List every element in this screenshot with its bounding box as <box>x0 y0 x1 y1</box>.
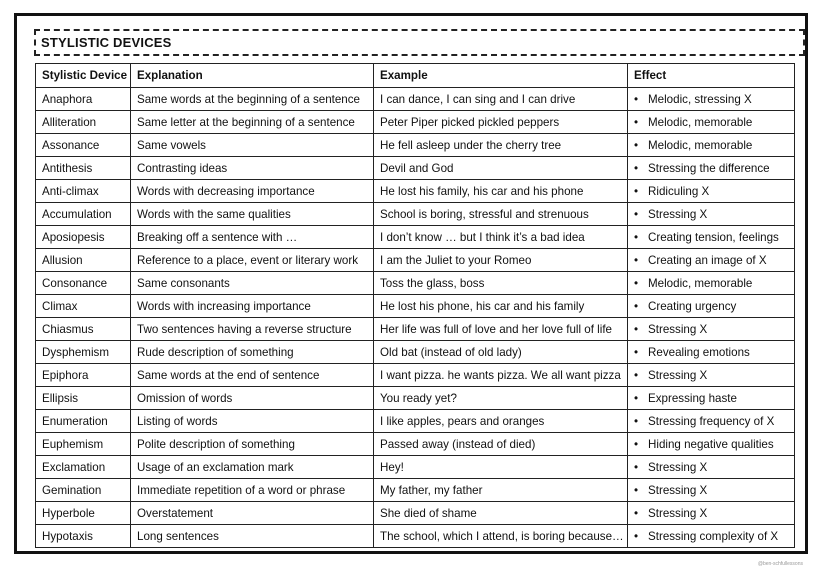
bullet-icon: • <box>634 322 639 336</box>
example-cell: Toss the glass, boss <box>374 272 628 295</box>
explanation-cell: Immediate repetition of a word or phrase <box>131 479 374 502</box>
effect-cell <box>628 387 795 410</box>
explanation-cell: Breaking off a sentence with … <box>131 226 374 249</box>
example-cell: He lost his phone, his car and his family <box>374 295 628 318</box>
effect-text: Stressing X <box>648 207 708 221</box>
effect-text: Creating tension, feelings <box>648 230 779 244</box>
bullet-icon: • <box>634 299 639 313</box>
device-cell: Climax <box>36 295 131 318</box>
explanation-cell: Overstatement <box>131 502 374 525</box>
effect-cell <box>628 410 795 433</box>
title-box <box>34 29 805 56</box>
device-cell: Antithesis <box>36 157 131 180</box>
table-row <box>36 88 795 111</box>
explanation-cell: Contrasting ideas <box>131 157 374 180</box>
effect-text: Hiding negative qualities <box>648 437 774 451</box>
bullet-icon: • <box>634 483 639 497</box>
example-cell: The school, which I attend, is boring because… <box>374 525 628 548</box>
effect-cell <box>628 525 795 548</box>
effect-cell <box>628 134 795 157</box>
table-row <box>36 203 795 226</box>
device-cell: Hypotaxis <box>36 525 131 548</box>
example-cell: Devil and God <box>374 157 628 180</box>
device-cell: Ellipsis <box>36 387 131 410</box>
device-cell: Allusion <box>36 249 131 272</box>
bullet-icon: • <box>634 345 639 359</box>
effect-text: Melodic, memorable <box>648 138 753 152</box>
bullet-icon: • <box>634 115 639 129</box>
bullet-icon: • <box>634 460 639 474</box>
example-cell: I want pizza. he wants pizza. We all want pizza <box>374 364 628 387</box>
example-cell: I can dance, I can sing and I can drive <box>374 88 628 111</box>
table-row <box>36 318 795 341</box>
example-cell: You ready yet? <box>374 387 628 410</box>
table-row <box>36 226 795 249</box>
example-cell: Peter Piper picked pickled peppers <box>374 111 628 134</box>
bullet-icon: • <box>634 368 639 382</box>
device-cell: Epiphora <box>36 364 131 387</box>
bullet-icon: • <box>634 92 639 106</box>
bullet-icon: • <box>634 529 639 543</box>
device-cell: Aposiopesis <box>36 226 131 249</box>
effect-cell <box>628 295 795 318</box>
device-cell: Consonance <box>36 272 131 295</box>
table-row <box>36 295 795 318</box>
effect-cell <box>628 318 795 341</box>
bullet-icon: • <box>634 230 639 244</box>
explanation-cell: Same letter at the beginning of a sentence <box>131 111 374 134</box>
explanation-cell: Words with increasing importance <box>131 295 374 318</box>
bullet-icon: • <box>634 437 639 451</box>
effect-text: Melodic, stressing X <box>648 92 752 106</box>
explanation-cell: Same vowels <box>131 134 374 157</box>
explanation-cell: Two sentences having a reverse structure <box>131 318 374 341</box>
bullet-icon: • <box>634 207 639 221</box>
table-row <box>36 433 795 456</box>
bullet-icon: • <box>634 414 639 428</box>
device-cell: Assonance <box>36 134 131 157</box>
effect-cell <box>628 433 795 456</box>
table-row <box>36 180 795 203</box>
effect-text: Melodic, memorable <box>648 115 753 129</box>
bullet-icon: • <box>634 391 639 405</box>
example-cell: I am the Juliet to your Romeo <box>374 249 628 272</box>
example-cell: School is boring, stressful and strenuous <box>374 203 628 226</box>
effect-text: Ridiculing X <box>648 184 710 198</box>
example-cell: He fell asleep under the cherry tree <box>374 134 628 157</box>
page-title: STYLISTIC DEVICES <box>41 35 172 50</box>
device-cell: Enumeration <box>36 410 131 433</box>
example-cell: Old bat (instead of old lady) <box>374 341 628 364</box>
effect-cell <box>628 180 795 203</box>
header-example: Example <box>374 64 628 88</box>
worksheet-frame <box>14 13 808 554</box>
effect-cell <box>628 364 795 387</box>
effect-text: Stressing X <box>648 322 708 336</box>
header-effect: Effect <box>628 64 795 88</box>
table-row <box>36 525 795 548</box>
table-row <box>36 387 795 410</box>
table-header-row <box>36 64 795 88</box>
table-row <box>36 341 795 364</box>
example-cell: I don’t know … but I think it’s a bad idea <box>374 226 628 249</box>
explanation-cell: Same words at the end of sentence <box>131 364 374 387</box>
effect-text: Stressing X <box>648 506 708 520</box>
bullet-icon: • <box>634 184 639 198</box>
header-device: Stylistic Device <box>36 64 131 88</box>
effect-text: Revealing emotions <box>648 345 750 359</box>
device-cell: Dysphemism <box>36 341 131 364</box>
device-cell: Chiasmus <box>36 318 131 341</box>
bullet-icon: • <box>634 506 639 520</box>
bullet-icon: • <box>634 161 639 175</box>
effect-text: Creating an image of X <box>648 253 767 267</box>
effect-text: Stressing the difference <box>648 161 770 175</box>
effect-text: Stressing complexity of X <box>648 529 779 543</box>
effect-cell <box>628 111 795 134</box>
device-cell: Euphemism <box>36 433 131 456</box>
credit-text: @ben-schfullessons <box>757 561 803 567</box>
example-cell: She died of shame <box>374 502 628 525</box>
table-body <box>36 88 795 548</box>
header-explanation: Explanation <box>131 64 374 88</box>
table-row <box>36 410 795 433</box>
effect-cell <box>628 341 795 364</box>
effect-text: Stressing frequency of X <box>648 414 775 428</box>
effect-cell <box>628 226 795 249</box>
explanation-cell: Rude description of something <box>131 341 374 364</box>
explanation-cell: Long sentences <box>131 525 374 548</box>
device-cell: Anti-climax <box>36 180 131 203</box>
effect-cell <box>628 157 795 180</box>
effect-cell <box>628 502 795 525</box>
device-cell: Accumulation <box>36 203 131 226</box>
effect-cell <box>628 456 795 479</box>
table-row <box>36 111 795 134</box>
explanation-cell: Polite description of something <box>131 433 374 456</box>
explanation-cell: Words with decreasing importance <box>131 180 374 203</box>
effect-cell <box>628 203 795 226</box>
table-row <box>36 502 795 525</box>
table-row <box>36 134 795 157</box>
effect-cell <box>628 479 795 502</box>
device-cell: Hyperbole <box>36 502 131 525</box>
explanation-cell: Same words at the beginning of a sentence <box>131 88 374 111</box>
effect-cell <box>628 88 795 111</box>
table-row <box>36 479 795 502</box>
table-row <box>36 364 795 387</box>
example-cell: Hey! <box>374 456 628 479</box>
device-cell: Exclamation <box>36 456 131 479</box>
effect-cell <box>628 249 795 272</box>
device-cell: Alliteration <box>36 111 131 134</box>
bullet-icon: • <box>634 253 639 267</box>
effect-text: Expressing haste <box>648 391 737 405</box>
bullet-icon: • <box>634 138 639 152</box>
explanation-cell: Omission of words <box>131 387 374 410</box>
explanation-cell: Words with the same qualities <box>131 203 374 226</box>
example-cell: He lost his family, his car and his phone <box>374 180 628 203</box>
table-row <box>36 456 795 479</box>
bullet-icon: • <box>634 276 639 290</box>
example-cell: Her life was full of love and her love full of life <box>374 318 628 341</box>
device-cell: Gemination <box>36 479 131 502</box>
example-cell: I like apples, pears and oranges <box>374 410 628 433</box>
example-cell: Passed away (instead of died) <box>374 433 628 456</box>
effect-text: Stressing X <box>648 368 708 382</box>
explanation-cell: Listing of words <box>131 410 374 433</box>
table-row <box>36 157 795 180</box>
table-row <box>36 249 795 272</box>
effect-cell <box>628 272 795 295</box>
effect-text: Stressing X <box>648 460 708 474</box>
effect-text: Melodic, memorable <box>648 276 753 290</box>
effect-text: Stressing X <box>648 483 708 497</box>
example-cell: My father, my father <box>374 479 628 502</box>
explanation-cell: Same consonants <box>131 272 374 295</box>
explanation-cell: Usage of an exclamation mark <box>131 456 374 479</box>
effect-text: Creating urgency <box>648 299 737 313</box>
stylistic-devices-table <box>35 63 795 548</box>
device-cell: Anaphora <box>36 88 131 111</box>
table-row <box>36 272 795 295</box>
explanation-cell: Reference to a place, event or literary work <box>131 249 374 272</box>
